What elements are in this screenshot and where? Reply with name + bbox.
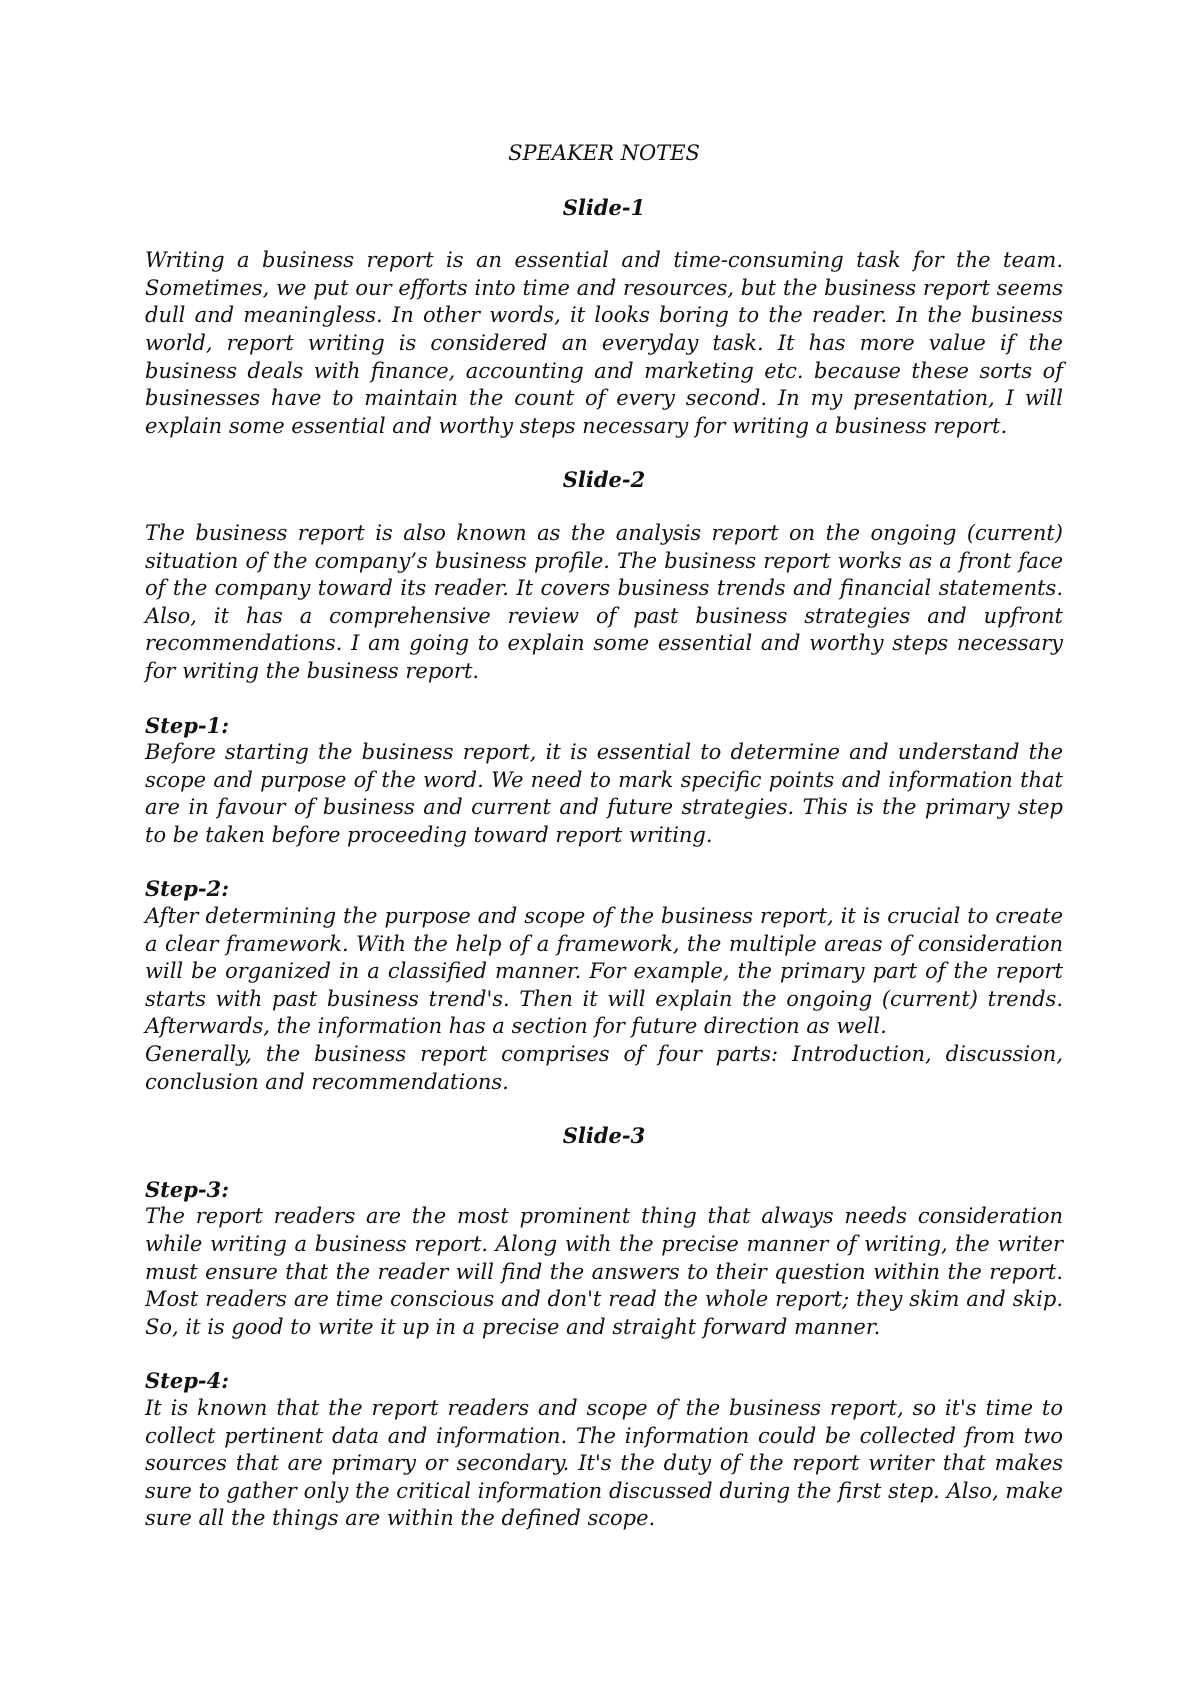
step-1-label: Step-1: xyxy=(145,712,229,738)
page-title: SPEAKER NOTES xyxy=(508,141,700,165)
step-3-label: Step-3: xyxy=(145,1176,229,1202)
step-4-label: Step-4: xyxy=(145,1368,229,1394)
step-4-text: It is known that the report readers and scope of the business report, so it's time to collect pertinent data and information. The information could be collected from two sources that are primary or secondary. It's the duty of the report writer that makes sure to gather only the critical information discussed during the first step. Also, make sure all the things are within the defined scope. xyxy=(145,1395,1063,1531)
step-1 xyxy=(145,712,1063,850)
slide-2-paragraph: The business report is also known as the analysis report on the ongoing (current) situation of the company’s business profile. The business report works as a front face of the company toward its reader. It covers business trends and financial statements. Also, it has a comprehensive review of past business strategies and upfront recommendations. I am going to explain some essential and worthy steps necessary for writing the business report. xyxy=(145,520,1063,683)
step-3-text: The report readers are the most prominent thing that always needs consideration while writing a business report. Along with the precise manner of writing, the writer must ensure that the reader will find the answers to their question within the report. Most readers are time conscious and don't read the whole report; they skim and skip. So, it is good to write it up in a precise and straight forward manner. xyxy=(145,1204,1063,1339)
step-2 xyxy=(145,875,1063,1096)
step-3 xyxy=(145,1176,1063,1342)
step-1-text: Before starting the business report, it is essential to determine and understand the scope and purpose of the word. We need to mark specific points and information that are in favour of business and current and future strategies. This is the primary step to be taken before proceeding toward report writing. xyxy=(145,740,1063,847)
step-2-text: After determining the purpose and scope of the business report, it is crucial to create a clear framework. With the help of a framework, the multiple areas of consideration will be organized in a classified manner. For example, the primary part of the report starts with past business trend's. Then it will explain the ongoing (current) trends. Afterwards, the information has a section for future direction as well. xyxy=(145,904,1063,1039)
slide-1-paragraph: Writing a business report is an essential and time-consuming task for the team. Sometimes, we put our efforts into time and resources, but the business report seems dull and meaningless. In other words, it looks boring to the reader. In the business world, report writing is considered an everyday task. It has more value if the business deals with finance, accounting and marketing etc. because these sorts of businesses have to maintain the count of every second. In my presentation, I will explain some essential and worthy steps necessary for writing a business report. xyxy=(145,248,1063,438)
step-2-label: Step-2: xyxy=(145,876,229,902)
slide-1-heading: Slide-1 xyxy=(562,194,646,220)
step-2-summary: Generally, the business report comprises of four parts: Introduction, discussion, conclusion and recommendations. xyxy=(145,1042,1063,1094)
slide-2-heading: Slide-2 xyxy=(562,467,646,493)
document-page xyxy=(145,140,1063,1559)
slide-3-heading: Slide-3 xyxy=(562,1123,646,1149)
step-4 xyxy=(145,1367,1063,1533)
